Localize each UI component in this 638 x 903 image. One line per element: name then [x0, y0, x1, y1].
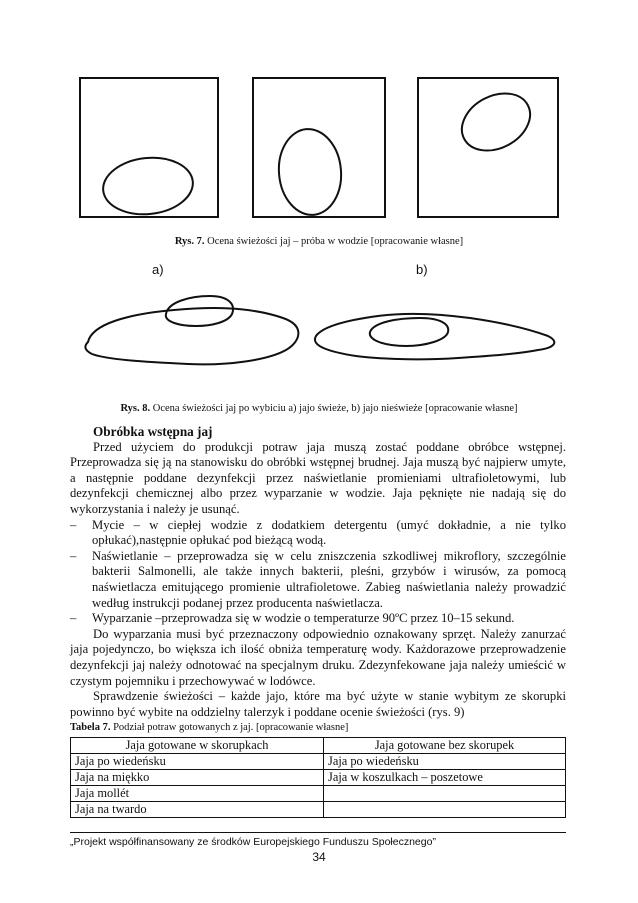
table-row [71, 770, 566, 786]
figure-8-label-a: a) [152, 262, 164, 277]
section-heading: Obróbka wstępna jaj [93, 424, 213, 439]
figure-8-caption: Rys. 8. Ocena świeżości jaj po wybiciu a) jajo świeże, b) jajo nieświeże [opracowanie własne] [120, 403, 518, 414]
table-cell: Jaja po wiedeńsku [324, 754, 566, 770]
table-cell: Jaja na twardo [71, 802, 324, 818]
figure-7-drawing [68, 72, 568, 222]
egg-stale-broken [315, 314, 554, 359]
table-row [71, 802, 566, 818]
paragraph-scalding-equipment: Do wyparzania musi być przeznaczony odpowiednio oznakowany sprzęt. Należy zanurzać jaja pojedynczo, bo większa ich ilość obniża temperaturę wody. Każdorazowe przeprowadzenie dezynfekcji jaj należy odnotować na specjalnym druku. Zdezynfekowane jaja należy umieścić w czystym pojemniku i przechowywać w lodówce. [70, 626, 566, 688]
table-header-cell: Jaja gotowane bez skorupek [324, 738, 566, 754]
table-7 [70, 737, 566, 818]
bullet-scalding: – Wyparzanie –przeprowadza się w wodzie o temperaturze 90ºC przez 10–15 sekund. [70, 611, 515, 626]
table-7-caption: Tabela 7. Podział potraw gotowanych z jaj. [opracowanie własne] [70, 722, 349, 733]
table-cell: Jaja mollét [71, 786, 324, 802]
figure-8-label-b: b) [416, 262, 428, 277]
table-cell [324, 802, 566, 818]
table-row [71, 786, 566, 802]
section-body [70, 424, 566, 720]
table-header-cell: Jaja gotowane w skorupkach [71, 738, 324, 754]
egg-box-stale [418, 78, 558, 217]
egg-fresh-broken [85, 296, 298, 364]
egg-box-medium [253, 78, 385, 218]
egg-box-fresh [80, 78, 218, 219]
bullet-marker: – [70, 548, 77, 563]
figure-8-drawing [78, 262, 566, 392]
bullet-irradiation: – Naświetlanie – przeprowadza się w celu zniszczenia szkodliwej mikroflory, szczególnie bakterii Salmonelli, ale także innych bakterii, pleśni, grzybów i wirusów, za pomocą naświetlacza emitującego promienie ultrafioletowe. Zabieg naświetlania należy prowadzić według instrukcji podanej przez producenta naświetlacza. [70, 548, 566, 610]
table-cell: Jaja na miękko [71, 770, 324, 786]
intro-paragraph: Przed użyciem do produkcji potraw jaja muszą zostać poddane obróbce wstępnej. Przeprowadza się ją na stanowisku do obróbki wstępnej brudnej. Jaja muszą być najpierw umyte, a następnie poddane dezynfekcji przez naświetlanie promieniami ultrafioletowymi, lub dezynfekcji chemicznej albo przez wyparzanie w wodzie. Jaja pęknięte nie nadają się do wykorzystania i należy je usunąć. [70, 439, 566, 516]
table-cell: Jaja po wiedeńsku [71, 754, 324, 770]
paragraph-freshness-check: Sprawdzenie świeżości – każde jajo, które ma być użyte w stanie wybitym ze skorupki powinno być wybite na oddzielny talerzyk i poddane ocenie świeżości (rys. 9) [70, 689, 566, 719]
footer-divider [70, 832, 566, 833]
figure-7-caption: Rys. 7. Ocena świeżości jaj – próba w wodzie [opracowanie własne] [174, 236, 464, 247]
table-header-row [71, 738, 566, 754]
bullet-marker: – [70, 611, 77, 626]
bullet-marker: – [70, 517, 77, 532]
table-cell [324, 786, 566, 802]
footer-text: „Projekt współfinansowany ze środków Europejskiego Funduszu Społecznego” [70, 836, 436, 848]
page-number: 34 [312, 850, 326, 864]
bullet-washing: – Mycie – w ciepłej wodzie z dodatkiem detergentu (umyć dokładnie, a nie tylko opłukać),następnie opłukać pod bieżącą wodą. [70, 517, 566, 548]
table-row [71, 754, 566, 770]
table-cell: Jaja w koszulkach – poszetowe [324, 770, 566, 786]
